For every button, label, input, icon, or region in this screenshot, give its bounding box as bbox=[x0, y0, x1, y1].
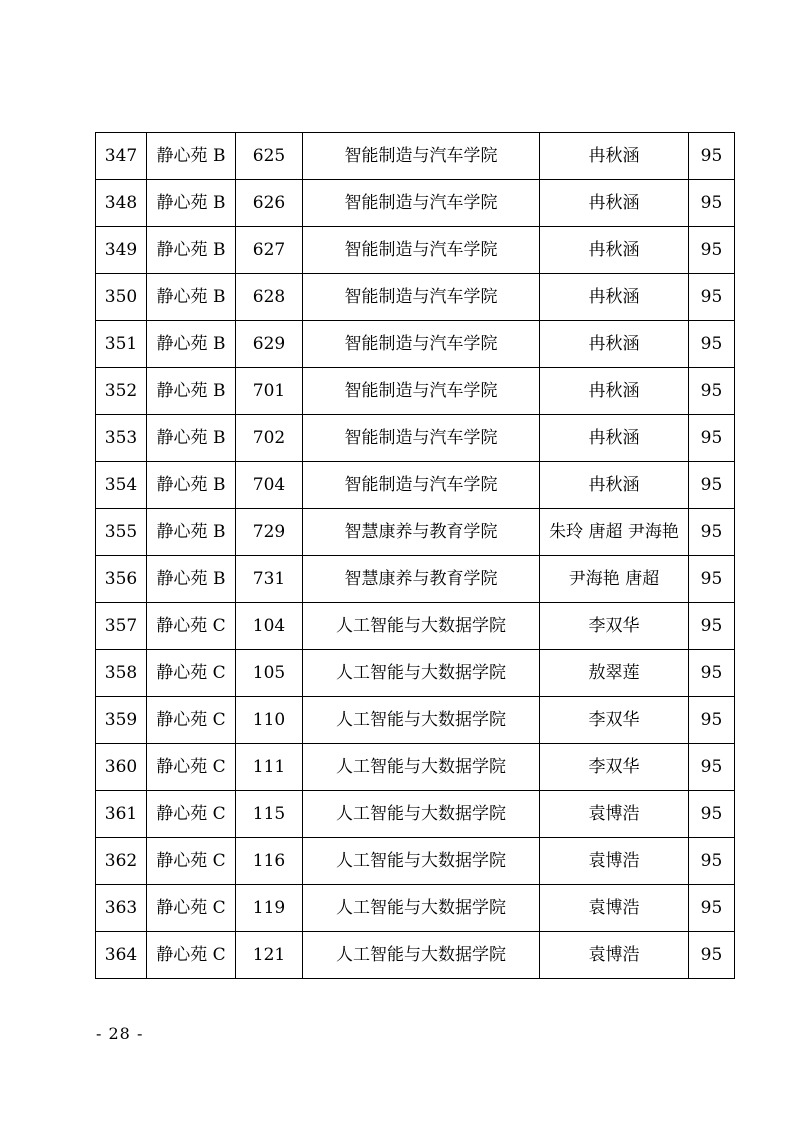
cell-score: 95 bbox=[689, 838, 735, 885]
table-row bbox=[96, 791, 735, 838]
cell-person-in-charge: 冉秋涵 bbox=[540, 180, 689, 227]
cell-college: 人工智能与大数据学院 bbox=[303, 838, 540, 885]
cell-score: 95 bbox=[689, 180, 735, 227]
cell-college: 人工智能与大数据学院 bbox=[303, 603, 540, 650]
cell-college: 智慧康养与教育学院 bbox=[303, 509, 540, 556]
cell-room: 628 bbox=[236, 274, 303, 321]
page-number: - 28 - bbox=[96, 1024, 144, 1043]
cell-room: 111 bbox=[236, 744, 303, 791]
cell-building: 静心苑 C bbox=[147, 791, 236, 838]
table-row bbox=[96, 932, 735, 979]
cell-college: 人工智能与大数据学院 bbox=[303, 791, 540, 838]
cell-person-in-charge: 李双华 bbox=[540, 603, 689, 650]
cell-row-number: 357 bbox=[96, 603, 147, 650]
cell-score: 95 bbox=[689, 227, 735, 274]
cell-row-number: 356 bbox=[96, 556, 147, 603]
cell-person-in-charge: 冉秋涵 bbox=[540, 462, 689, 509]
cell-college: 智能制造与汽车学院 bbox=[303, 321, 540, 368]
cell-score: 95 bbox=[689, 885, 735, 932]
table-row bbox=[96, 321, 735, 368]
cell-person-in-charge: 袁博浩 bbox=[540, 791, 689, 838]
cell-college: 人工智能与大数据学院 bbox=[303, 744, 540, 791]
cell-building: 静心苑 B bbox=[147, 274, 236, 321]
cell-score: 95 bbox=[689, 274, 735, 321]
table-row bbox=[96, 274, 735, 321]
cell-score: 95 bbox=[689, 462, 735, 509]
table-row bbox=[96, 603, 735, 650]
cell-person-in-charge: 袁博浩 bbox=[540, 932, 689, 979]
cell-row-number: 359 bbox=[96, 697, 147, 744]
table-row bbox=[96, 697, 735, 744]
cell-building: 静心苑 B bbox=[147, 556, 236, 603]
cell-score: 95 bbox=[689, 133, 735, 180]
cell-row-number: 347 bbox=[96, 133, 147, 180]
table-row bbox=[96, 556, 735, 603]
table-row bbox=[96, 650, 735, 697]
cell-score: 95 bbox=[689, 744, 735, 791]
cell-room: 625 bbox=[236, 133, 303, 180]
cell-room: 701 bbox=[236, 368, 303, 415]
cell-score: 95 bbox=[689, 415, 735, 462]
cell-room: 105 bbox=[236, 650, 303, 697]
cell-score: 95 bbox=[689, 509, 735, 556]
cell-building: 静心苑 B bbox=[147, 227, 236, 274]
cell-room: 704 bbox=[236, 462, 303, 509]
cell-room: 627 bbox=[236, 227, 303, 274]
cell-room: 104 bbox=[236, 603, 303, 650]
cell-row-number: 355 bbox=[96, 509, 147, 556]
cell-building: 静心苑 B bbox=[147, 133, 236, 180]
cell-building: 静心苑 B bbox=[147, 368, 236, 415]
table-row bbox=[96, 415, 735, 462]
table-row bbox=[96, 133, 735, 180]
cell-row-number: 362 bbox=[96, 838, 147, 885]
cell-room: 115 bbox=[236, 791, 303, 838]
cell-building: 静心苑 B bbox=[147, 415, 236, 462]
cell-row-number: 351 bbox=[96, 321, 147, 368]
cell-college: 智慧康养与教育学院 bbox=[303, 556, 540, 603]
cell-row-number: 358 bbox=[96, 650, 147, 697]
cell-score: 95 bbox=[689, 697, 735, 744]
cell-person-in-charge: 敖翠莲 bbox=[540, 650, 689, 697]
cell-row-number: 350 bbox=[96, 274, 147, 321]
cell-person-in-charge: 李双华 bbox=[540, 744, 689, 791]
cell-row-number: 348 bbox=[96, 180, 147, 227]
cell-person-in-charge: 冉秋涵 bbox=[540, 274, 689, 321]
table-row bbox=[96, 227, 735, 274]
cell-row-number: 353 bbox=[96, 415, 147, 462]
cell-college: 智能制造与汽车学院 bbox=[303, 462, 540, 509]
cell-building: 静心苑 C bbox=[147, 838, 236, 885]
cell-score: 95 bbox=[689, 791, 735, 838]
cell-college: 人工智能与大数据学院 bbox=[303, 885, 540, 932]
dormitory-score-table bbox=[95, 132, 735, 979]
cell-college: 智能制造与汽车学院 bbox=[303, 368, 540, 415]
cell-person-in-charge: 尹海艳 唐超 bbox=[540, 556, 689, 603]
cell-room: 110 bbox=[236, 697, 303, 744]
cell-person-in-charge: 冉秋涵 bbox=[540, 321, 689, 368]
cell-room: 629 bbox=[236, 321, 303, 368]
table-row bbox=[96, 838, 735, 885]
cell-room: 731 bbox=[236, 556, 303, 603]
cell-college: 智能制造与汽车学院 bbox=[303, 227, 540, 274]
cell-person-in-charge: 朱玲 唐超 尹海艳 bbox=[540, 509, 689, 556]
cell-college: 智能制造与汽车学院 bbox=[303, 415, 540, 462]
cell-building: 静心苑 C bbox=[147, 932, 236, 979]
cell-college: 人工智能与大数据学院 bbox=[303, 697, 540, 744]
cell-person-in-charge: 李双华 bbox=[540, 697, 689, 744]
cell-row-number: 364 bbox=[96, 932, 147, 979]
cell-score: 95 bbox=[689, 650, 735, 697]
cell-score: 95 bbox=[689, 321, 735, 368]
table-row bbox=[96, 180, 735, 227]
table-body bbox=[96, 133, 735, 979]
table-row bbox=[96, 744, 735, 791]
cell-row-number: 360 bbox=[96, 744, 147, 791]
cell-college: 智能制造与汽车学院 bbox=[303, 133, 540, 180]
cell-person-in-charge: 袁博浩 bbox=[540, 838, 689, 885]
cell-score: 95 bbox=[689, 368, 735, 415]
cell-room: 626 bbox=[236, 180, 303, 227]
cell-building: 静心苑 B bbox=[147, 462, 236, 509]
table-row bbox=[96, 368, 735, 415]
cell-college: 人工智能与大数据学院 bbox=[303, 932, 540, 979]
cell-building: 静心苑 B bbox=[147, 509, 236, 556]
cell-room: 119 bbox=[236, 885, 303, 932]
cell-person-in-charge: 冉秋涵 bbox=[540, 415, 689, 462]
cell-row-number: 352 bbox=[96, 368, 147, 415]
cell-row-number: 363 bbox=[96, 885, 147, 932]
cell-college: 智能制造与汽车学院 bbox=[303, 274, 540, 321]
cell-score: 95 bbox=[689, 603, 735, 650]
cell-room: 702 bbox=[236, 415, 303, 462]
cell-building: 静心苑 C bbox=[147, 650, 236, 697]
cell-building: 静心苑 B bbox=[147, 180, 236, 227]
cell-person-in-charge: 冉秋涵 bbox=[540, 368, 689, 415]
table-row bbox=[96, 462, 735, 509]
cell-person-in-charge: 袁博浩 bbox=[540, 885, 689, 932]
table-row bbox=[96, 509, 735, 556]
cell-row-number: 349 bbox=[96, 227, 147, 274]
cell-building: 静心苑 C bbox=[147, 603, 236, 650]
cell-row-number: 354 bbox=[96, 462, 147, 509]
cell-building: 静心苑 C bbox=[147, 744, 236, 791]
cell-building: 静心苑 C bbox=[147, 697, 236, 744]
cell-room: 121 bbox=[236, 932, 303, 979]
table-row bbox=[96, 885, 735, 932]
cell-college: 智能制造与汽车学院 bbox=[303, 180, 540, 227]
cell-person-in-charge: 冉秋涵 bbox=[540, 133, 689, 180]
cell-person-in-charge: 冉秋涵 bbox=[540, 227, 689, 274]
cell-building: 静心苑 B bbox=[147, 321, 236, 368]
cell-score: 95 bbox=[689, 556, 735, 603]
cell-college: 人工智能与大数据学院 bbox=[303, 650, 540, 697]
cell-row-number: 361 bbox=[96, 791, 147, 838]
cell-room: 116 bbox=[236, 838, 303, 885]
cell-room: 729 bbox=[236, 509, 303, 556]
cell-score: 95 bbox=[689, 932, 735, 979]
cell-building: 静心苑 C bbox=[147, 885, 236, 932]
